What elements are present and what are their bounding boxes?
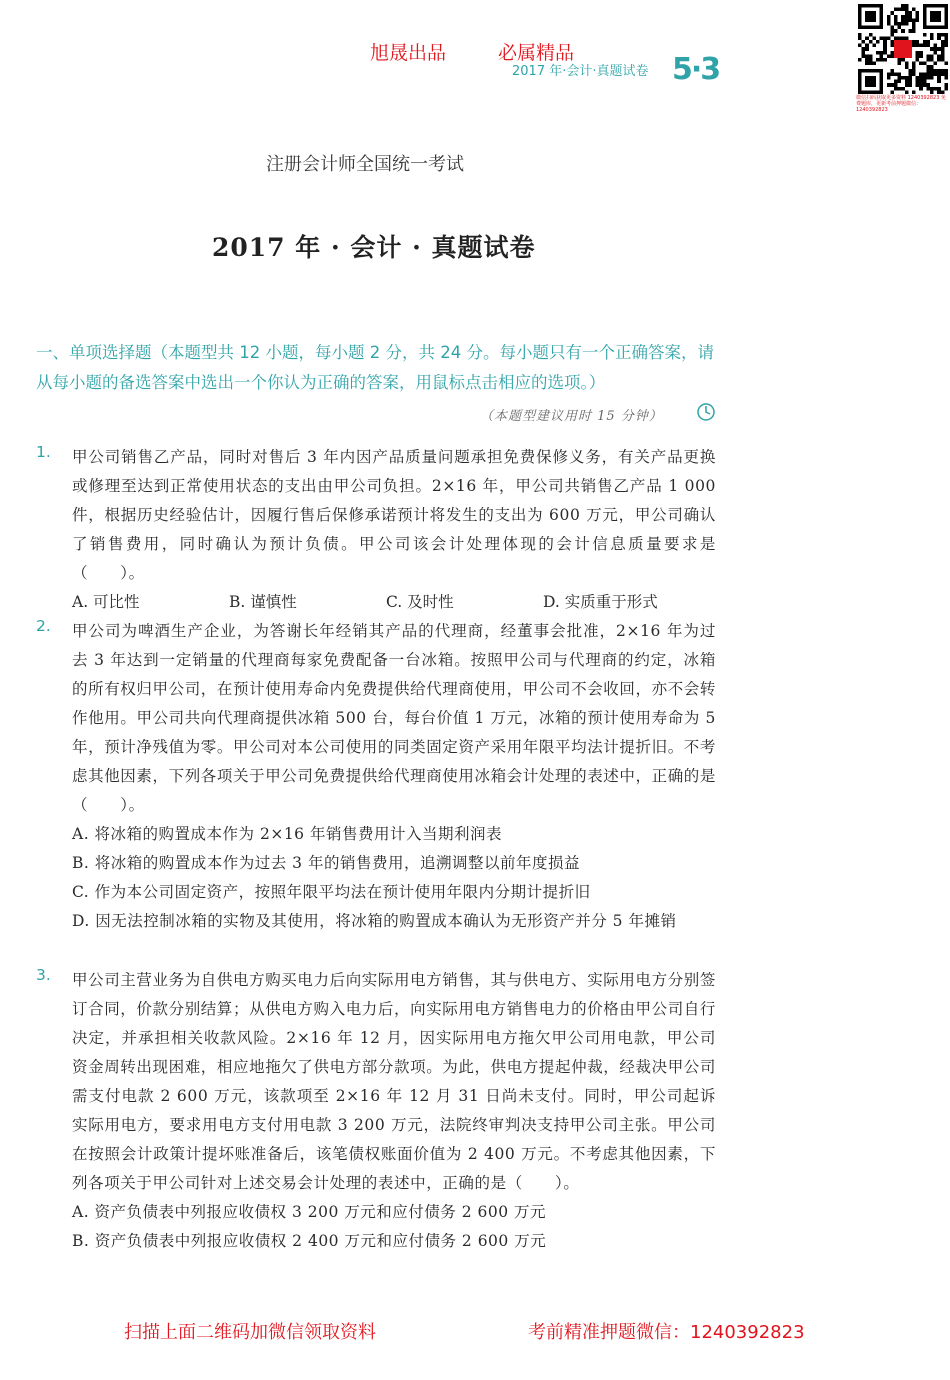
option-a[interactable]: A. 将冰箱的购置成本作为 2×16 年销售费用计入当期利润表 bbox=[72, 825, 502, 843]
qr-caption: 微信扫码获取更多资料 1240392823 免费题库，更新考前押题微信：1240392823 bbox=[856, 95, 946, 113]
option-list bbox=[72, 588, 716, 617]
question-3 bbox=[36, 966, 716, 1256]
time-hint: （本题型建议用时 15 分钟） bbox=[480, 409, 663, 424]
clock-icon bbox=[696, 402, 716, 422]
option-d[interactable]: D. 实质重于形式 bbox=[543, 593, 658, 611]
question-text: 甲公司主营业务为自供电方购买电力后向实际用电方销售，其与供电方、实际用电方分别签订合同，价款分别结算；从供电方购入电力后，向实际用电方销售电力的价格由甲公司自行决定，并承担相关收款风险。2×16 年 12 月，因实际用电方拖欠甲公司用电款，甲公司资金周转出现困难，相应地拖欠了供电方部分款项。为此，供电方提起仲裁，经裁决甲公司需支付电款 2 600 万元，该款项至 2×16 年 12 月 31 日尚未支付。同时，甲公司起诉实际用电方，要求用电方支付用电款 3 200 万元，法院终审判决支持甲公司主张。甲公司在按照会计政策计提坏账准备后，该笔债权账面价值为 2 400 万元。不考虑其他因素，下列各项关于甲公司针对上述交易会计处理的表述中，正确的是（ ）。 bbox=[72, 971, 717, 1192]
question-text: 甲公司销售乙产品，同时对售后 3 年内因产品质量问题承担免费保修义务，有关产品更换或修理至达到正常使用状态的支出由甲公司负担。2×16 年，甲公司共销售乙产品 1 000 件，根据历史经验估计，因履行售后保修承诺预计将发生的支出为 600 万元，甲公司确认了销售费用，同时确认为预计负债。甲公司该会计处理体现的会计信息质量要求是（ ）。 bbox=[72, 448, 716, 582]
option-d[interactable]: D. 因无法控制冰箱的实物及其使用，将冰箱的购置成本确认为无形资产并分 5 年摊销 bbox=[72, 912, 677, 930]
option-a[interactable]: A. 资产负债表中列报应收债权 3 200 万元和应付债务 2 600 万元 bbox=[72, 1203, 547, 1221]
option-b[interactable]: B. 谨慎性 bbox=[229, 593, 297, 611]
option-b[interactable]: B. 将冰箱的购置成本作为过去 3 年的销售费用，追溯调整以前年度损益 bbox=[72, 854, 580, 872]
brand-logo: 5·3 bbox=[672, 52, 720, 87]
option-a[interactable]: A. 可比性 bbox=[72, 593, 140, 611]
option-c[interactable]: C. 作为本公司固定资产，按照年限平均法在预计使用年限内分期计提折旧 bbox=[72, 883, 591, 901]
question-number: 2. bbox=[36, 617, 51, 635]
option-b[interactable]: B. 资产负债表中列报应收债权 2 400 万元和应付债务 2 600 万元 bbox=[72, 1232, 547, 1250]
promo-right: 必属精品 bbox=[498, 42, 575, 64]
question-number: 1. bbox=[36, 443, 51, 461]
exam-title: 2017 年 · 会计 · 真题试卷 bbox=[212, 233, 536, 262]
footer-promo-left: 扫描上面二维码加微信领取资料 bbox=[124, 1322, 376, 1343]
question-text: 甲公司为啤酒生产企业，为答谢长年经销其产品的代理商，经董事会批准，2×16 年为过去 3 年达到一定销量的代理商每家免费配备一台冰箱。按照甲公司与代理商的约定，冰箱的所有权归甲公司，在预计使用寿命内免费提供给代理商使用，甲公司不会收回，亦不会转作他用。甲公司共向代理商提供冰箱 500 台，每台价值 1 万元，冰箱的预计使用寿命为 5 年，预计净残值为零。甲公司对本公司使用的同类固定资产采用年限平均法计提折旧。不考虑其他因素，下列各项关于甲公司免费提供给代理商使用冰箱会计处理的表述中，正确的是（ ）。 bbox=[72, 622, 717, 814]
promo-left: 旭晟出品 bbox=[370, 42, 447, 64]
exam-subtitle: 注册会计师全国统一考试 bbox=[266, 154, 464, 175]
question-number: 3. bbox=[36, 966, 51, 984]
running-header: 2017 年·会计·真题试卷 bbox=[512, 64, 649, 79]
footer-promo-right: 考前精准押题微信：1240392823 bbox=[528, 1322, 805, 1343]
question-2 bbox=[36, 617, 716, 936]
section-heading: 一、单项选择题（本题型共 12 小题，每小题 2 分，共 24 分。每小题只有一个正确答案，请从每小题的备选答案中选出一个你认为正确的答案，用鼠标点击相应的选项。） bbox=[36, 343, 714, 392]
qr-code bbox=[858, 4, 948, 94]
option-c[interactable]: C. 及时性 bbox=[386, 593, 454, 611]
question-1 bbox=[36, 443, 716, 617]
